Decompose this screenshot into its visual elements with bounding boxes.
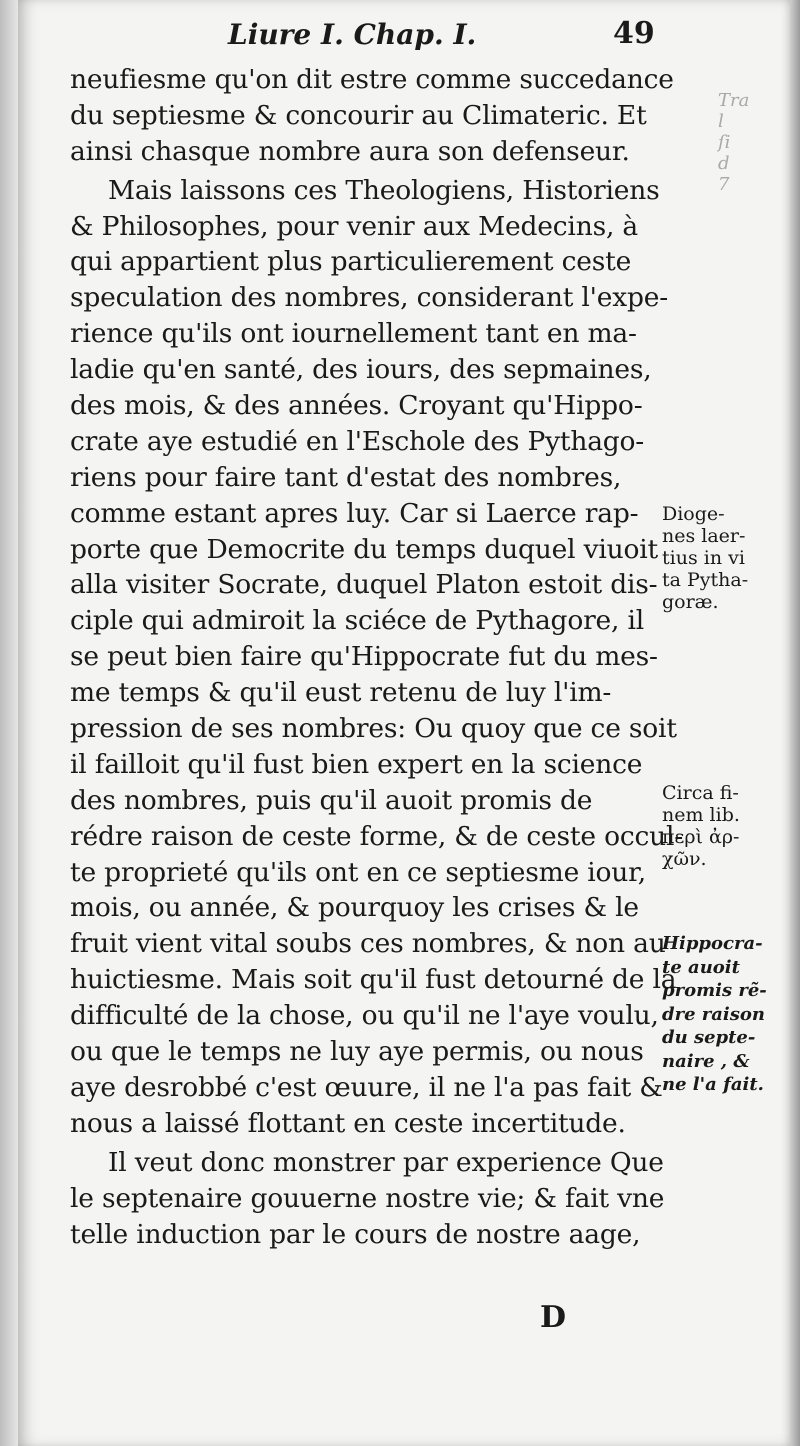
text-line: comme estant apres luy. Car si Laerce rap- xyxy=(70,497,639,529)
text-line: telle induction par le cours de nostre aage, xyxy=(70,1218,641,1250)
text-line: te proprieté qu'ils ont en ce septiesme iour, xyxy=(70,856,646,888)
text-line: fruit vient vital soubs ces nombres, & non au xyxy=(70,928,666,960)
text-line: huictiesme. Mais soit qu'il fust detourné de la xyxy=(70,964,677,996)
text-line: qui appartient plus particulierement ceste xyxy=(70,246,632,278)
text-line: ainsi chasque nombre aura son defenseur. xyxy=(70,135,630,167)
marginal-line: te auoit xyxy=(662,956,740,978)
text-line: Il veut donc monstrer par experience Que xyxy=(108,1146,664,1178)
running-title: Liure I. Chap. I. xyxy=(228,18,477,51)
marginal-line: Dioge- xyxy=(662,503,725,525)
text-line: se peut bien faire qu'Hippocrate fut du mes- xyxy=(70,641,658,673)
page-number: 49 xyxy=(613,16,655,51)
text-line: des nombres, puis qu'il auoit promis de xyxy=(70,784,593,816)
text-line: rience qu'ils ont iournellement tant en ma- xyxy=(70,318,637,350)
text-line: neufiesme qu'on dit estre comme succedance xyxy=(70,64,674,95)
bleed-through-text: Tra l ſi d 7 xyxy=(718,90,750,195)
marginal-line: Circa fi- xyxy=(662,782,739,804)
marginal-line: dre raison xyxy=(662,1003,765,1025)
text-line: ladie qu'en santé, des iours, des sepmaines, xyxy=(70,354,652,386)
text-line: nous a laissé flottant en ceste incertitude. xyxy=(70,1107,626,1139)
marginal-note-hippocrate xyxy=(662,932,790,1097)
text-line: du septiesme & concourir au Climateric. Et xyxy=(70,99,647,131)
text-line: rédre raison de ceste forme, & de ceste occul- xyxy=(70,820,684,852)
text-line: des mois, & des années. Croyant qu'Hippo- xyxy=(70,390,643,422)
paragraph-continued xyxy=(70,62,674,170)
text-line: aye desrobbé c'est œuure, il ne l'a pas fait & xyxy=(70,1071,663,1103)
text-line: alla visiter Socrate, duquel Platon estoit dis- xyxy=(70,569,658,601)
running-header xyxy=(228,18,668,54)
marginal-line: ta Pytha- xyxy=(662,569,749,591)
marginal-line: tius in vi xyxy=(662,547,745,569)
text-line: porte que Democrite du temps duquel viuoit xyxy=(70,533,658,565)
main-text-column xyxy=(70,62,684,1252)
paragraph-medecins xyxy=(70,173,684,1142)
text-line: me temps & qu'il eust retenu de luy l'im- xyxy=(70,677,612,709)
book-gutter-shadow xyxy=(0,0,18,1446)
text-line: crate aye estudié en l'Eschole des Pythago- xyxy=(70,425,645,457)
text-line: & Philosophes, pour venir aux Medecins, à xyxy=(70,210,639,242)
text-line: il failloit qu'il fust bien expert en la science xyxy=(70,748,643,780)
text-line: Mais laissons ces Theologiens, Historiens xyxy=(108,174,660,206)
text-line: ciple qui admiroit la sciéce de Pythagore, il xyxy=(70,605,645,637)
marginal-line: ne l'a fait. xyxy=(662,1074,764,1095)
marginal-line: du septe- xyxy=(662,1027,756,1048)
marginal-line: χῶν. xyxy=(662,848,707,870)
signature-mark: D xyxy=(540,1300,567,1335)
text-line: le septenaire gouuerne nostre vie; & fait vne xyxy=(70,1182,665,1214)
marginal-line: nem lib. xyxy=(662,804,740,826)
text-line: mois, ou année, & pourquoy les crises & le xyxy=(70,892,639,924)
text-line: difficulté de la chose, ou qu'il ne l'aye voulu, xyxy=(70,1000,659,1032)
marginal-line: naire , & xyxy=(662,1050,750,1072)
text-line: riens pour faire tant d'estat des nombres, xyxy=(70,461,622,493)
marginal-line: περὶ ἀρ- xyxy=(662,826,740,848)
marginal-line: Hippocra- xyxy=(662,933,763,954)
text-line: ou que le temps ne luy aye permis, ou nous xyxy=(70,1036,644,1068)
marginal-note-diogenes xyxy=(662,503,790,613)
marginal-line: nes laer- xyxy=(662,525,746,547)
page-edge xyxy=(790,0,800,1446)
text-line: speculation des nombres, considerant l'expe- xyxy=(70,282,668,314)
paragraph-septenaire xyxy=(70,1145,665,1253)
marginal-note-circa xyxy=(662,782,790,870)
marginal-line: goræ. xyxy=(662,591,719,613)
text-line: pression de ses nombres: Ou quoy que ce soit xyxy=(70,713,677,745)
marginal-line: promis rẽ- xyxy=(662,980,767,1001)
